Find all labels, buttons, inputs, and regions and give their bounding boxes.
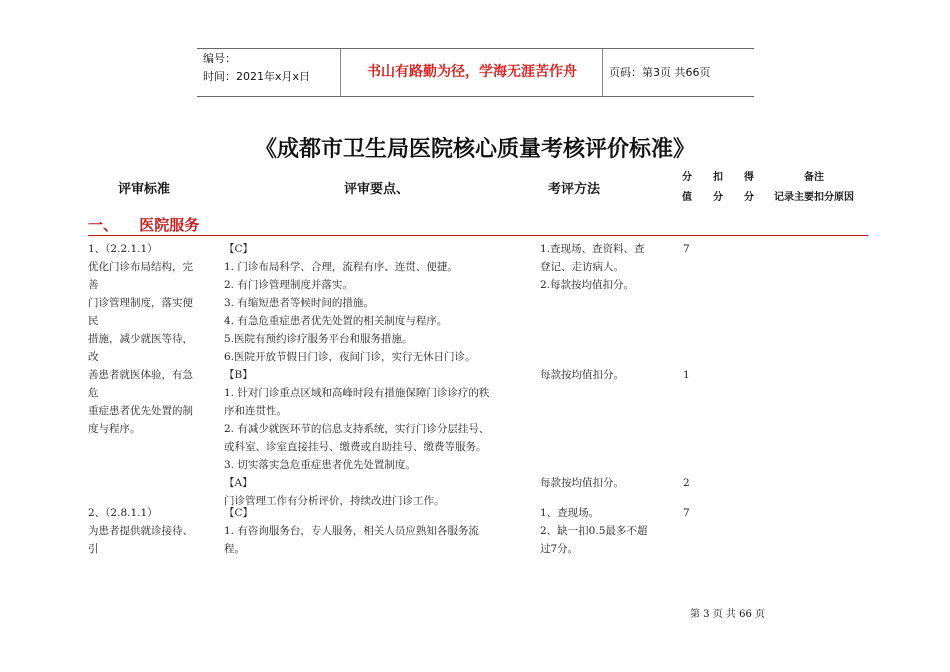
method-line: 每款按均值扣分。 [540,477,624,489]
level-label: 【B】 [224,369,253,381]
column-header-standard: 评审标准 [118,182,171,197]
text-line: 重症患者优先处置的制 [88,405,193,417]
method-line: 1.查现场、查资料、查 [540,243,645,255]
point-line: 4. 有急危重症患者优先处置的相关制度与程序。 [224,315,448,327]
row-points [224,504,479,558]
text-line: 度与程序。 [88,423,141,435]
method-line: 1、查现场。 [540,507,600,519]
point-line: 2. 有减少就医环节的信息支持系统，实行门诊分层挂号、 [224,423,490,435]
method-line: 2、缺一扣0.5最多不超 [540,525,648,537]
text-line: 优化门诊布局结构，完 [88,261,193,273]
text-line: 改 [88,351,99,363]
point-line: 5.医院有预约诊疗服务平台和服务措施。 [224,333,413,345]
text-line: 引 [88,543,99,555]
text-line: 民 [88,315,99,327]
column-header-score-value: 值 [682,192,692,203]
point-line: 2. 有门诊管理制度并落实。 [224,279,353,291]
text-line: 善 [88,279,99,291]
text-line: 危 [88,387,99,399]
header-divider [340,49,341,96]
point-line: 1. 针对门诊重点区域和高峰时段有措施保障门诊诊疗的秩 [224,387,490,399]
row-points [224,240,489,510]
column-header-method: 考评方法 [548,182,601,197]
score-value: 7 [683,243,690,255]
header-page-label: 页码：第3页 共66页 [609,66,711,79]
number-label: 编号： [203,52,236,65]
point-line: 1. 有咨询服务台，专人服务，相关人员应熟知各服务流 [224,525,479,537]
row-standard [88,240,193,438]
point-line: 3. 有缩短患者等候时间的措施。 [224,297,374,309]
row-method [540,504,647,558]
point-line: 3. 切实落实急危重症患者优先处置制度。 [224,459,416,471]
section-underline [88,235,868,236]
text-line: 2、（2.8.1.1） [88,507,158,519]
method-line: 每款按均值扣分。 [540,369,624,381]
column-header-score-got: 分 [744,192,754,203]
column-header-score-deduct: 分 [713,192,723,203]
method-line: 2.每款按均值扣分。 [540,279,635,291]
score-value: 7 [683,507,690,519]
section-number: 一、 [88,216,119,234]
section-heading [88,214,199,235]
page-footer: 第 3 页 共 66 页 [690,609,765,620]
point-line: 或科室、诊室直接挂号、缴费或自助挂号、缴费等服务。 [224,441,487,453]
method-line: 登记、走访病人。 [540,261,624,273]
column-header-score-value: 分 [682,172,692,183]
point-line: 门诊管理工作有分析评价，持续改进门诊工作。 [224,495,445,507]
section-title: 医院服务 [139,216,200,234]
row-method [540,366,624,384]
score-value: 1 [683,369,690,381]
point-line: 程。 [224,543,245,555]
page-header [197,48,754,97]
point-line: 6.医院开放节假日门诊，夜间门诊，实行无休日门诊。 [224,351,476,363]
score-value: 2 [683,477,690,489]
point-line: 序和连贯性。 [224,405,287,417]
row-method [540,240,645,294]
text-line: 门诊管理制度，落实便 [88,297,193,309]
text-line: 为患者提供就诊接待、 [88,525,193,537]
time-label: 时间：2021年x月x日 [203,70,311,83]
row-method [540,474,624,492]
level-label: 【A】 [224,477,253,489]
text-line: 善患者就医体验，有急 [88,369,193,381]
column-header-score-deduct: 扣 [713,172,723,183]
column-header-remark: 备注 [804,172,824,183]
header-divider [602,49,603,96]
column-header-remark-detail: 记录主要扣分原因 [774,192,854,203]
row-standard [88,504,193,558]
method-line: 过7分。 [540,543,579,555]
level-label: 【C】 [224,507,254,519]
document-title: 《成都市卫生局医院核心质量考核评价标准》 [254,136,695,162]
text-line: 措施，减少就医等待， [88,333,193,345]
header-meta [203,52,337,88]
level-label: 【C】 [224,243,254,255]
header-motto: 书山有路勤为径，学海无涯苦作舟 [367,64,577,80]
column-header-score-got: 得 [744,172,754,183]
text-line: 1、（2.2.1.1） [88,243,158,255]
column-header-points: 评审要点、 [344,182,410,197]
point-line: 1. 门诊布局科学、合理，流程有序、连贯、便捷。 [224,261,458,273]
